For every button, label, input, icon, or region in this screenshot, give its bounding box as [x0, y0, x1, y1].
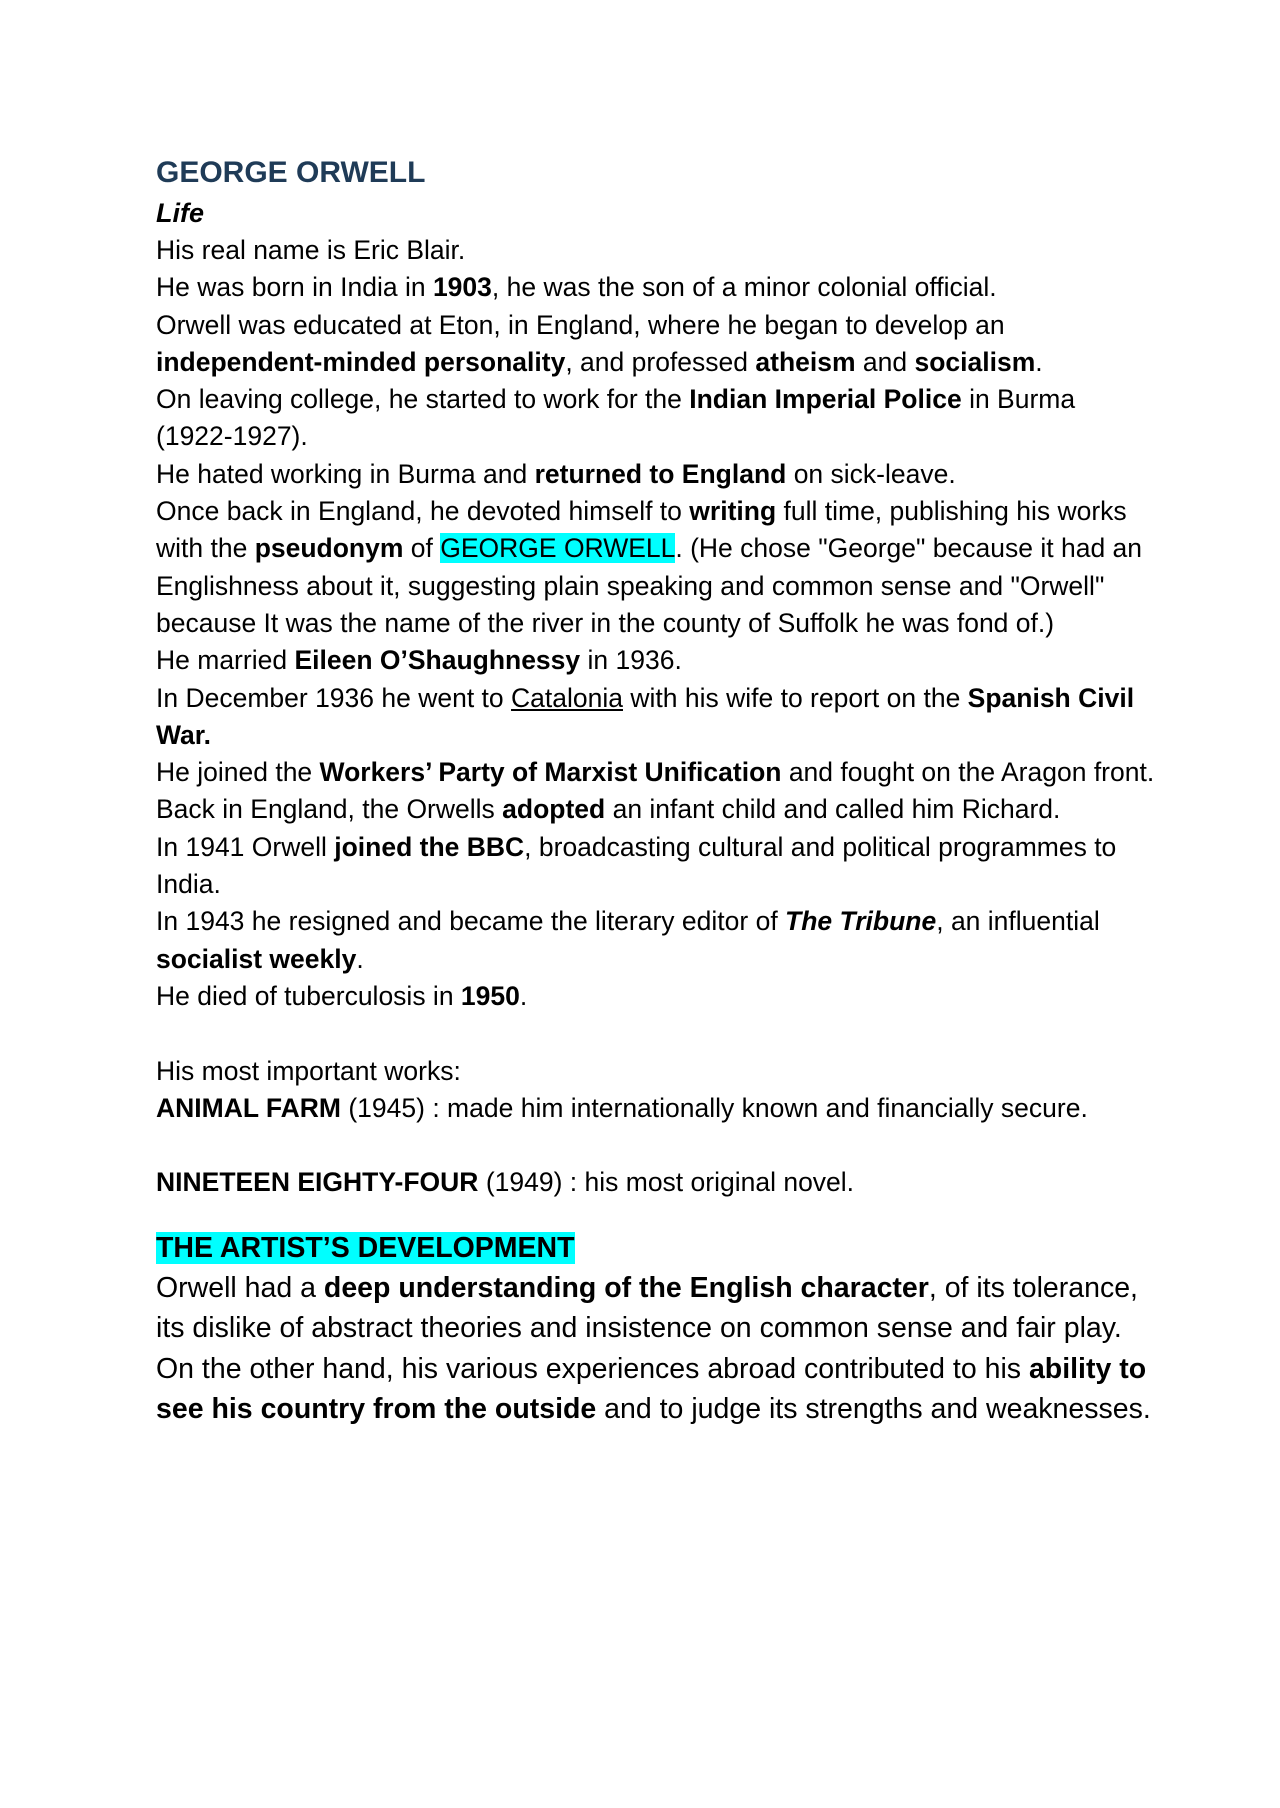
document-page [156, 152, 1156, 1429]
paragraph-marriage: He married Eileen O’Shaughnessy in 1936. [156, 645, 682, 676]
paragraph-police: On leaving college, he started to work for the Indian Imperial Police in Burma (1922-1927). [156, 384, 1076, 452]
paragraph-education: Orwell was educated at Eton, in England, where he began to develop an independent-minded personality, and professed atheism and socialism. [156, 309, 1043, 377]
paragraph-return: He hated working in Burma and returned to England on sick-leave. [156, 458, 956, 489]
paragraph-birth: He was born in India in 1903, he was the son of a minor colonial official. [156, 272, 997, 303]
work-animal-farm: ANIMAL FARM (1945) : made him internationally known and financially secure. [156, 1092, 1088, 1123]
work-nineteen-eighty-four: NINETEEN EIGHTY-FOUR (1949) : his most original novel. [156, 1167, 855, 1198]
page-title: GEORGE ORWELL [156, 156, 426, 189]
paragraph-adoption: Back in England, the Orwells adopted an infant child and called him Richard. [156, 794, 1061, 825]
paragraph-death: He died of tuberculosis in 1950. [156, 980, 528, 1011]
paragraph-tribune: In 1943 he resigned and became the literary editor of The Tribune, an influential socialist weekly. [156, 906, 1100, 974]
paragraph-bbc: In 1941 Orwell joined the BBC, broadcasting cultural and political programmes to India. [156, 831, 1117, 900]
paragraph-abroad: On the other hand, his various experiences abroad contributed to his ability to see his country from the outside and to judge its strengths and weaknesses. [156, 1352, 1151, 1425]
highlighted-pen-name: GEORGE ORWELL [440, 533, 676, 564]
development-section [156, 1268, 1156, 1430]
section-subtitle-life: Life [156, 198, 205, 228]
paragraph-pseudonym: Once back in England, he devoted himself to writing full time, publishing his works with the pseudonym of GEORGE ORWELL. (He chose "George" because it had an Englishness about it, suggesting plain speaking and common sense and "Orwell" because It was the name of the river in the county of Suffolk he was fond of.) [156, 496, 1143, 638]
paragraph-english-character: Orwell had a deep understanding of the English character, of its tolerance, its dislike of abstract theories and insistence on common sense and fair play. [156, 1271, 1138, 1345]
paragraph-catalonia: In December 1936 he went to Catalonia with his wife to report on the Spanish Civil War. [156, 682, 1135, 750]
life-section [156, 232, 1156, 1202]
section-heading-development: THE ARTIST’S DEVELOPMENT [156, 1231, 575, 1264]
spacer [156, 1015, 1156, 1052]
spacer [156, 1127, 1156, 1164]
works-intro: His most important works: [156, 1055, 461, 1086]
paragraph-workers-party: He joined the Workers’ Party of Marxist Unification and fought on the Aragon front. [156, 757, 1155, 788]
paragraph-real-name: His real name is Eric Blair. [156, 235, 466, 265]
underlined-catalonia: Catalonia [511, 682, 623, 713]
